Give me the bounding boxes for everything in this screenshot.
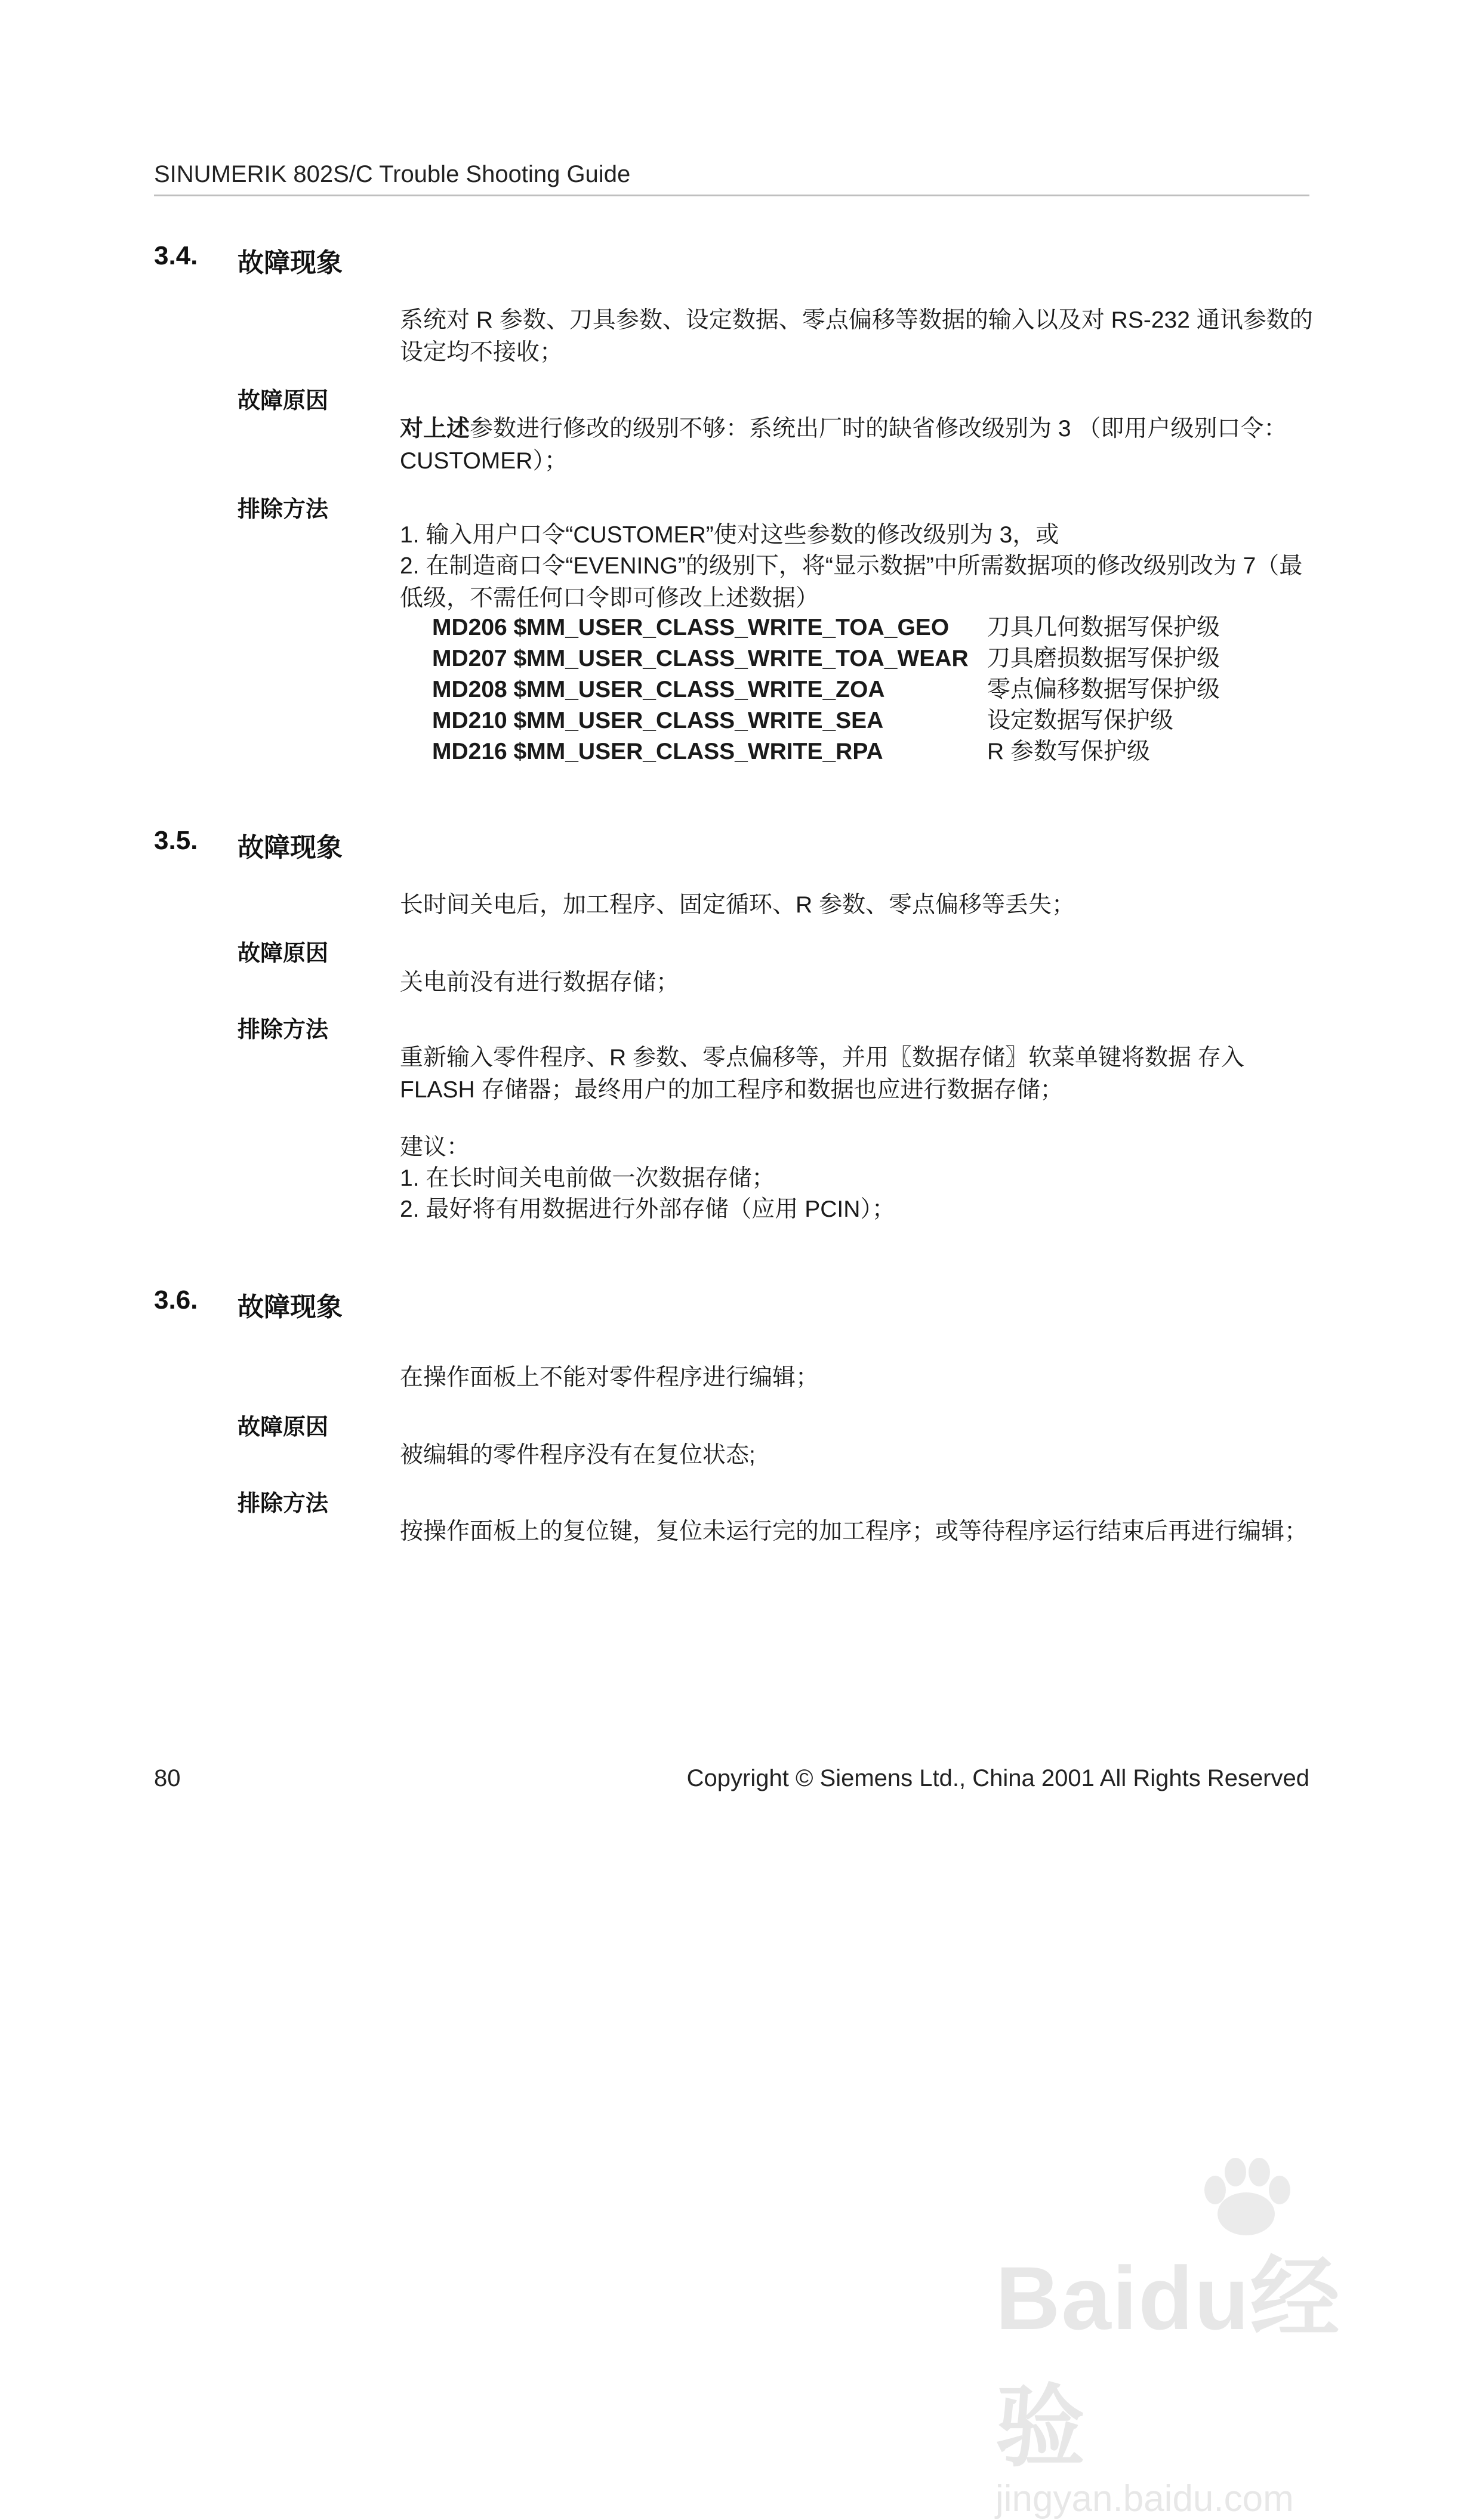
advice-item: 2. 最好将有用数据进行外部存储（应用 PCIN）；: [400, 1196, 895, 1222]
page-number: 80: [154, 1765, 181, 1791]
remedy-label: 排除方法: [238, 1491, 329, 1516]
symptom-text: 长时间关电后，加工程序、固定循环、R 参数、零点偏移等丢失；: [400, 892, 1075, 918]
md-row: [432, 643, 1220, 674]
cause-prefix: 对上述: [400, 416, 470, 442]
md-desc: R 参数写保护级: [987, 739, 1151, 764]
copyright-notice: Copyright © Siemens Ltd., China 2001 All Rights Reserved: [686, 1765, 1309, 1791]
remedy-text: 重新输入零件程序、R 参数、零点偏移等，并用〖数据存储〗软菜单键将数据 存入 FLASH 存储器；最终用户的加工程序和数据也应进行数据存储；: [400, 1045, 1244, 1103]
baidu-watermark: [995, 2172, 1425, 2519]
md-desc: 零点偏移数据写保护级: [987, 677, 1220, 702]
cause-text: [400, 413, 1313, 477]
symptom-text: 在操作面板上不能对零件程序进行编辑；: [400, 1365, 819, 1390]
watermark-url: jingyan.baidu.com: [995, 2478, 1294, 2519]
section-number: 3.6.: [154, 1285, 198, 1315]
remedy-text: 按操作面板上的复位键，复位未运行完的加工程序；或等待程序运行结束后再进行编辑；: [400, 1519, 1308, 1544]
advice-label: 建议：: [400, 1134, 470, 1160]
section-title: 故障现象: [238, 833, 343, 862]
md-desc: 刀具磨损数据写保护级: [987, 646, 1220, 671]
remedy-label: 排除方法: [238, 497, 329, 522]
watermark-brand: Baidu经验: [995, 2248, 1341, 2477]
md-code: MD210 $MM_USER_CLASS_WRITE_SEA: [432, 708, 884, 733]
cause-text: 被编辑的零件程序没有在复位状态;: [400, 1442, 756, 1468]
md-row: [432, 705, 1173, 736]
section-number: 3.4.: [154, 241, 198, 270]
cause-label: 故障原因: [238, 941, 329, 966]
cause-label: 故障原因: [238, 388, 329, 414]
md-desc: 设定数据写保护级: [987, 708, 1174, 733]
md-desc: 刀具几何数据写保护级: [987, 615, 1220, 640]
section-title: 故障现象: [238, 1293, 343, 1322]
section-title: 故障现象: [238, 248, 343, 277]
running-header: SINUMERIK 802S/C Trouble Shooting Guide: [154, 161, 631, 187]
cause-label: 故障原因: [238, 1415, 329, 1440]
cause-text: 关电前没有进行数据存储；: [400, 970, 680, 995]
symptom-text: 系统对 R 参数、刀具参数、设定数据、零点偏移等数据的输入以及对 RS-232 通讯参数的设定均不接收；: [400, 307, 1313, 365]
md-row: [432, 612, 1220, 643]
md-code: MD208 $MM_USER_CLASS_WRITE_ZOA: [432, 677, 885, 702]
cause-body: 参数进行修改的级别不够：系统出厂时的缺省修改级别为 3 （即用户级别口令：CUSTOMER）；: [400, 416, 1287, 474]
remedy-label: 排除方法: [238, 1017, 329, 1042]
remedy-item: 1. 输入用户口令“CUSTOMER”使对这些参数的修改级别为 3，或: [400, 522, 1059, 548]
remedy-item: 2. 在制造商口令“EVENING”的级别下，将“显示数据”中所需数据项的修改级别改为 7（最低级，不需任何口令即可修改上述数据）: [400, 553, 1303, 611]
section-number: 3.5.: [154, 826, 198, 855]
advice-item: 1. 在长时间关电前做一次数据存储；: [400, 1165, 775, 1191]
paw-icon: [1192, 2148, 1300, 2238]
header-divider: [154, 195, 1309, 196]
md-row: [432, 736, 1150, 767]
md-row: [432, 674, 1220, 705]
md-code: MD207 $MM_USER_CLASS_WRITE_TOA_WEAR: [432, 646, 969, 671]
md-code: MD216 $MM_USER_CLASS_WRITE_RPA: [432, 739, 883, 764]
md-code: MD206 $MM_USER_CLASS_WRITE_TOA_GEO: [432, 615, 950, 640]
